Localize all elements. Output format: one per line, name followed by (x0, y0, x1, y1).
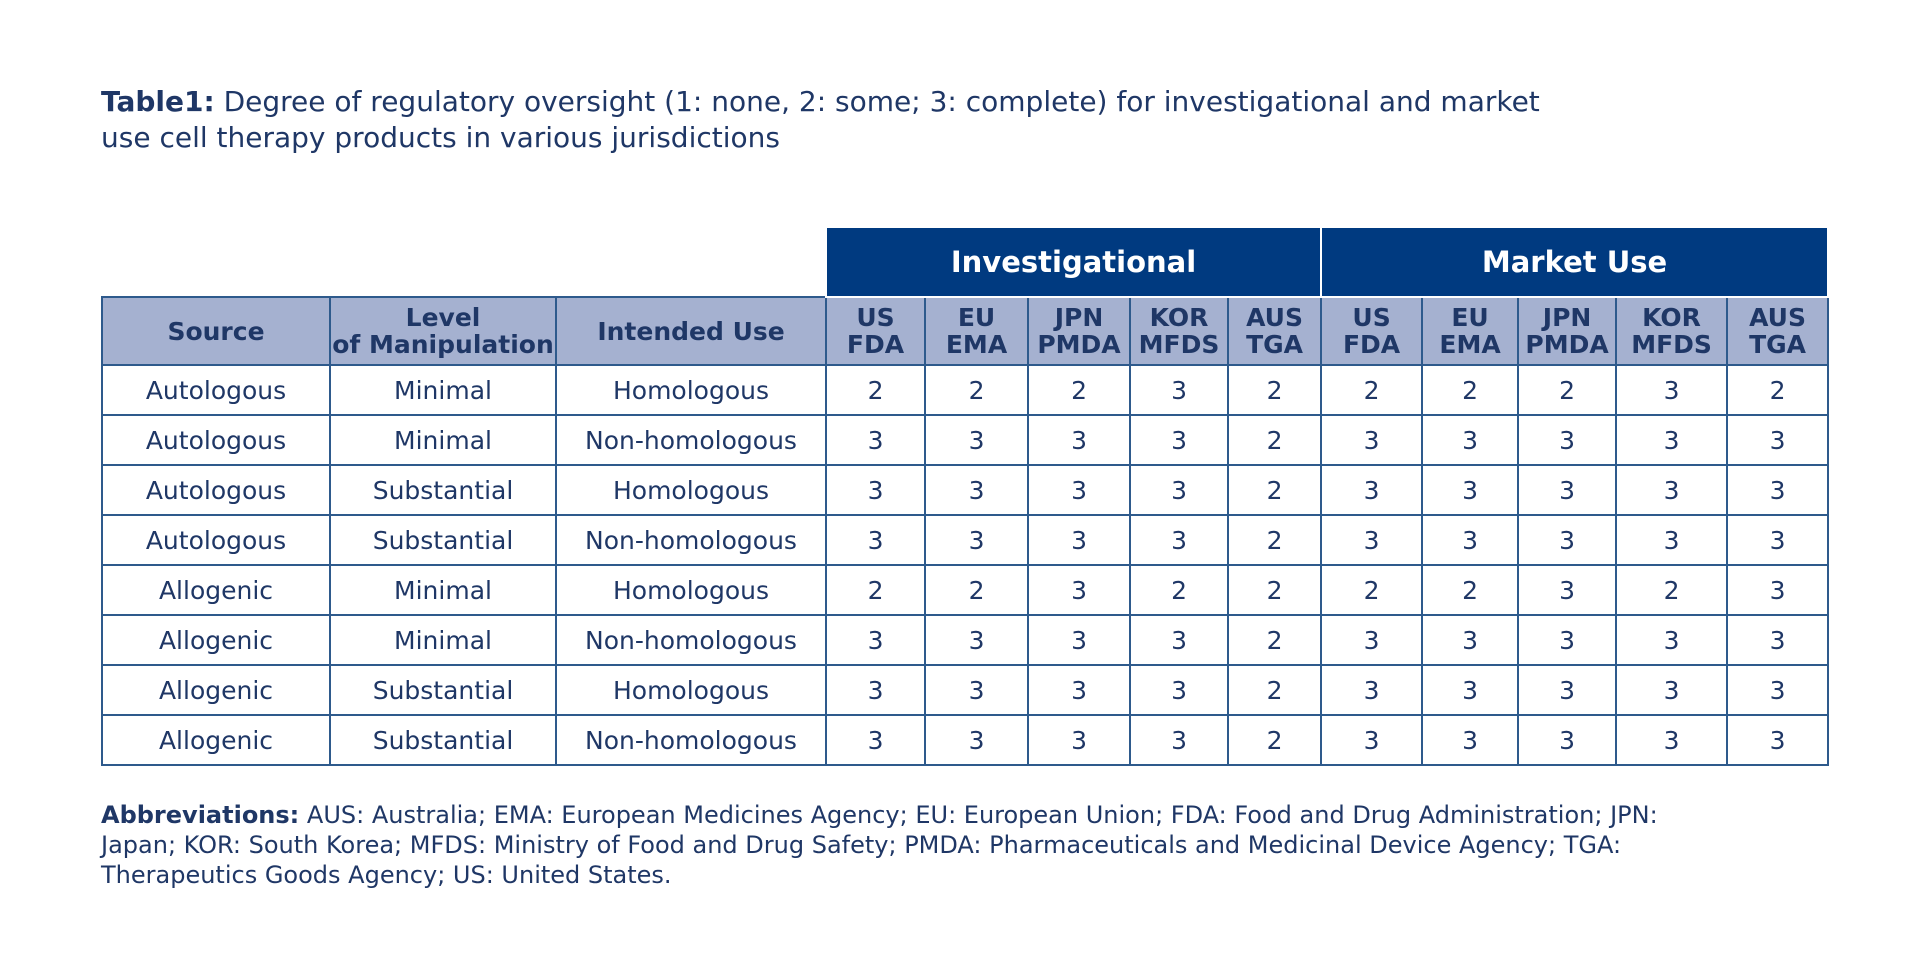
table-label-cell: Allogenic (102, 665, 330, 715)
column-header-row (102, 297, 1828, 365)
table-value-cell: 3 (1616, 515, 1727, 565)
table-value-cell: 3 (925, 715, 1028, 765)
table-row (102, 715, 1828, 765)
table-value-cell: 3 (1321, 515, 1422, 565)
column-header (1321, 297, 1422, 365)
table-value-cell: 3 (1518, 415, 1616, 465)
table-value-cell: 3 (1130, 515, 1228, 565)
table-value-cell: 3 (1130, 365, 1228, 415)
column-header-line: MFDS (1138, 330, 1220, 359)
table-value-cell: 2 (1321, 365, 1422, 415)
table-value-cell: 2 (826, 565, 925, 615)
table-value-cell: 3 (1130, 615, 1228, 665)
column-header-line: KOR (1149, 303, 1209, 332)
table-label-cell: Minimal (330, 615, 556, 665)
column-header-line: KOR (1642, 303, 1701, 332)
table-value-cell: 3 (1028, 515, 1130, 565)
table-label-cell: Autologous (102, 515, 330, 565)
column-header-line: JPN (1054, 303, 1104, 332)
table-value-cell: 2 (925, 365, 1028, 415)
table-row (102, 465, 1828, 515)
table-value-cell: 2 (1228, 615, 1321, 665)
table-label-cell: Minimal (330, 415, 556, 465)
table-value-cell: 3 (826, 615, 925, 665)
table-value-cell: 3 (1727, 615, 1828, 665)
table-value-cell: 3 (1518, 565, 1616, 615)
table-label-cell: Non-homologous (556, 415, 826, 465)
table-label-cell: Non-homologous (556, 715, 826, 765)
table-value-cell: 3 (1028, 565, 1130, 615)
table-label-cell: Homologous (556, 465, 826, 515)
table-value-cell: 3 (1028, 715, 1130, 765)
column-header-line: AUS (1749, 303, 1806, 332)
table-label-cell: Allogenic (102, 615, 330, 665)
table-value-cell: 3 (1518, 515, 1616, 565)
column-header-line: MFDS (1631, 330, 1712, 359)
table-value-cell: 3 (925, 515, 1028, 565)
column-header-line: PMDA (1525, 330, 1609, 359)
table-value-cell: 3 (1028, 465, 1130, 515)
table-value-cell: 3 (1130, 665, 1228, 715)
table-row (102, 415, 1828, 465)
table-label-cell: Non-homologous (556, 515, 826, 565)
table-value-cell: 3 (925, 465, 1028, 515)
table-label-cell: Autologous (102, 465, 330, 515)
table-label-cell: Substantial (330, 715, 556, 765)
table-row (102, 665, 1828, 715)
table-value-cell: 3 (1727, 515, 1828, 565)
table-value-cell: 3 (1321, 415, 1422, 465)
column-header-line: Intended Use (597, 316, 785, 346)
table-label-cell: Allogenic (102, 715, 330, 765)
table-value-cell: 3 (826, 415, 925, 465)
column-header (1028, 297, 1130, 365)
table-label-cell: Homologous (556, 565, 826, 615)
column-header (1422, 297, 1518, 365)
table-body (102, 365, 1828, 765)
table-value-cell: 3 (925, 615, 1028, 665)
column-header-line: AUS (1246, 303, 1303, 332)
column-header (1518, 297, 1616, 365)
abbreviations-text: AUS: Australia; EMA: European Medicines Agency; EU: European Union; FDA: Food and Drug Administration; JPN: Japan; KOR: South Korea; MFDS: Ministry of Food and Drug Safety; PMDA: Pharmaceuticals and Medicinal Device Agency; TGA: Therapeutics Goods Agency; US: United States. (101, 801, 1658, 889)
table-label-cell: Autologous (102, 365, 330, 415)
table-value-cell: 2 (1028, 365, 1130, 415)
table-value-cell: 3 (1616, 615, 1727, 665)
caption-lead: Table1: (101, 85, 215, 118)
column-header (826, 297, 925, 365)
table-value-cell: 3 (1727, 415, 1828, 465)
table-value-cell: 2 (1616, 565, 1727, 615)
table-value-cell: 3 (1518, 715, 1616, 765)
column-header-line: PMDA (1037, 330, 1121, 359)
table-value-cell: 3 (1616, 365, 1727, 415)
caption-text: Degree of regulatory oversight (1: none, 2: some; 3: complete) for investigational and market use cell therapy products in various jurisdictions (101, 85, 1540, 154)
column-header (1616, 297, 1727, 365)
column-header-line: JPN (1542, 303, 1592, 332)
column-header-line: FDA (846, 330, 905, 359)
table-value-cell: 3 (1727, 665, 1828, 715)
column-header-line: EU (1451, 303, 1489, 332)
table-value-cell: 3 (1518, 465, 1616, 515)
table-value-cell: 3 (1518, 665, 1616, 715)
table-value-cell: 2 (1228, 515, 1321, 565)
table-label-cell: Non-homologous (556, 615, 826, 665)
table-value-cell: 2 (1422, 565, 1518, 615)
column-header-line: Source (167, 316, 265, 346)
table-value-cell: 3 (1616, 715, 1727, 765)
column-header (1130, 297, 1228, 365)
column-header (330, 297, 556, 365)
table-value-cell: 3 (1727, 715, 1828, 765)
table-value-cell: 3 (1616, 465, 1727, 515)
column-header-line: FDA (1342, 330, 1401, 359)
table-value-cell: 2 (1228, 715, 1321, 765)
table-value-cell: 3 (826, 465, 925, 515)
table-value-cell: 2 (1228, 665, 1321, 715)
table-value-cell: 2 (826, 365, 925, 415)
table-value-cell: 3 (1422, 715, 1518, 765)
table-row (102, 565, 1828, 615)
table-value-cell: 3 (1321, 665, 1422, 715)
table-value-cell: 3 (1616, 665, 1727, 715)
column-header (102, 297, 330, 365)
table-value-cell: 2 (1422, 365, 1518, 415)
column-header (556, 297, 826, 365)
table-value-cell: 2 (1518, 365, 1616, 415)
table-value-cell: 3 (925, 415, 1028, 465)
table-value-cell: 2 (925, 565, 1028, 615)
table-value-cell: 3 (1422, 415, 1518, 465)
table-value-cell: 3 (1616, 415, 1727, 465)
column-header-line: Level (405, 303, 481, 332)
table-value-cell: 2 (1130, 565, 1228, 615)
table-value-cell: 3 (1130, 715, 1228, 765)
table-value-cell: 2 (1228, 565, 1321, 615)
abbreviations-note (101, 800, 1661, 890)
table-label-cell: Homologous (556, 365, 826, 415)
table-row (102, 365, 1828, 415)
table-value-cell: 3 (1727, 465, 1828, 515)
column-header (925, 297, 1028, 365)
blank-header-cell (102, 227, 826, 297)
table-value-cell: 3 (1422, 515, 1518, 565)
table-caption (101, 84, 1581, 156)
table-value-cell: 3 (1422, 665, 1518, 715)
table-value-cell: 3 (1321, 715, 1422, 765)
column-header-line: US (1352, 303, 1391, 332)
table-label-cell: Minimal (330, 565, 556, 615)
table-label-cell: Minimal (330, 365, 556, 415)
group-header-market-use: Market Use (1321, 227, 1828, 297)
table-value-cell: 3 (826, 715, 925, 765)
table-value-cell: 2 (1228, 365, 1321, 415)
column-header (1228, 297, 1321, 365)
table-value-cell: 3 (1321, 615, 1422, 665)
table-value-cell: 3 (1130, 415, 1228, 465)
table-value-cell: 3 (1028, 415, 1130, 465)
table-value-cell: 3 (1028, 665, 1130, 715)
table-value-cell: 3 (925, 665, 1028, 715)
oversight-table (101, 226, 1829, 766)
table-label-cell: Allogenic (102, 565, 330, 615)
abbreviations-lead: Abbreviations: (101, 801, 300, 829)
table-value-cell: 3 (1422, 465, 1518, 515)
group-header-investigational: Investigational (826, 227, 1321, 297)
column-header-line: EMA (945, 330, 1008, 359)
column-header-line: EU (957, 303, 996, 332)
column-header-line: TGA (1246, 330, 1303, 359)
column-header (1727, 297, 1828, 365)
table-label-cell: Autologous (102, 415, 330, 465)
column-header-line: of Manipulation (332, 330, 554, 359)
column-header-line: TGA (1749, 330, 1806, 359)
table-label-cell: Substantial (330, 665, 556, 715)
table-value-cell: 2 (1228, 415, 1321, 465)
column-header-line: US (856, 303, 895, 332)
table-value-cell: 3 (1422, 615, 1518, 665)
table-label-cell: Substantial (330, 515, 556, 565)
table-label-cell: Substantial (330, 465, 556, 515)
table-value-cell: 3 (826, 515, 925, 565)
table-label-cell: Homologous (556, 665, 826, 715)
oversight-table-container (101, 226, 1827, 766)
table-row (102, 515, 1828, 565)
table-value-cell: 3 (1028, 615, 1130, 665)
column-header-line: EMA (1439, 330, 1501, 359)
group-header-row (102, 227, 1828, 297)
table-value-cell: 3 (1727, 565, 1828, 615)
table-value-cell: 3 (826, 665, 925, 715)
table-value-cell: 2 (1228, 465, 1321, 515)
table-value-cell: 2 (1727, 365, 1828, 415)
table-value-cell: 3 (1321, 465, 1422, 515)
table-value-cell: 2 (1321, 565, 1422, 615)
table-value-cell: 3 (1518, 615, 1616, 665)
table-value-cell: 3 (1130, 465, 1228, 515)
table-row (102, 615, 1828, 665)
